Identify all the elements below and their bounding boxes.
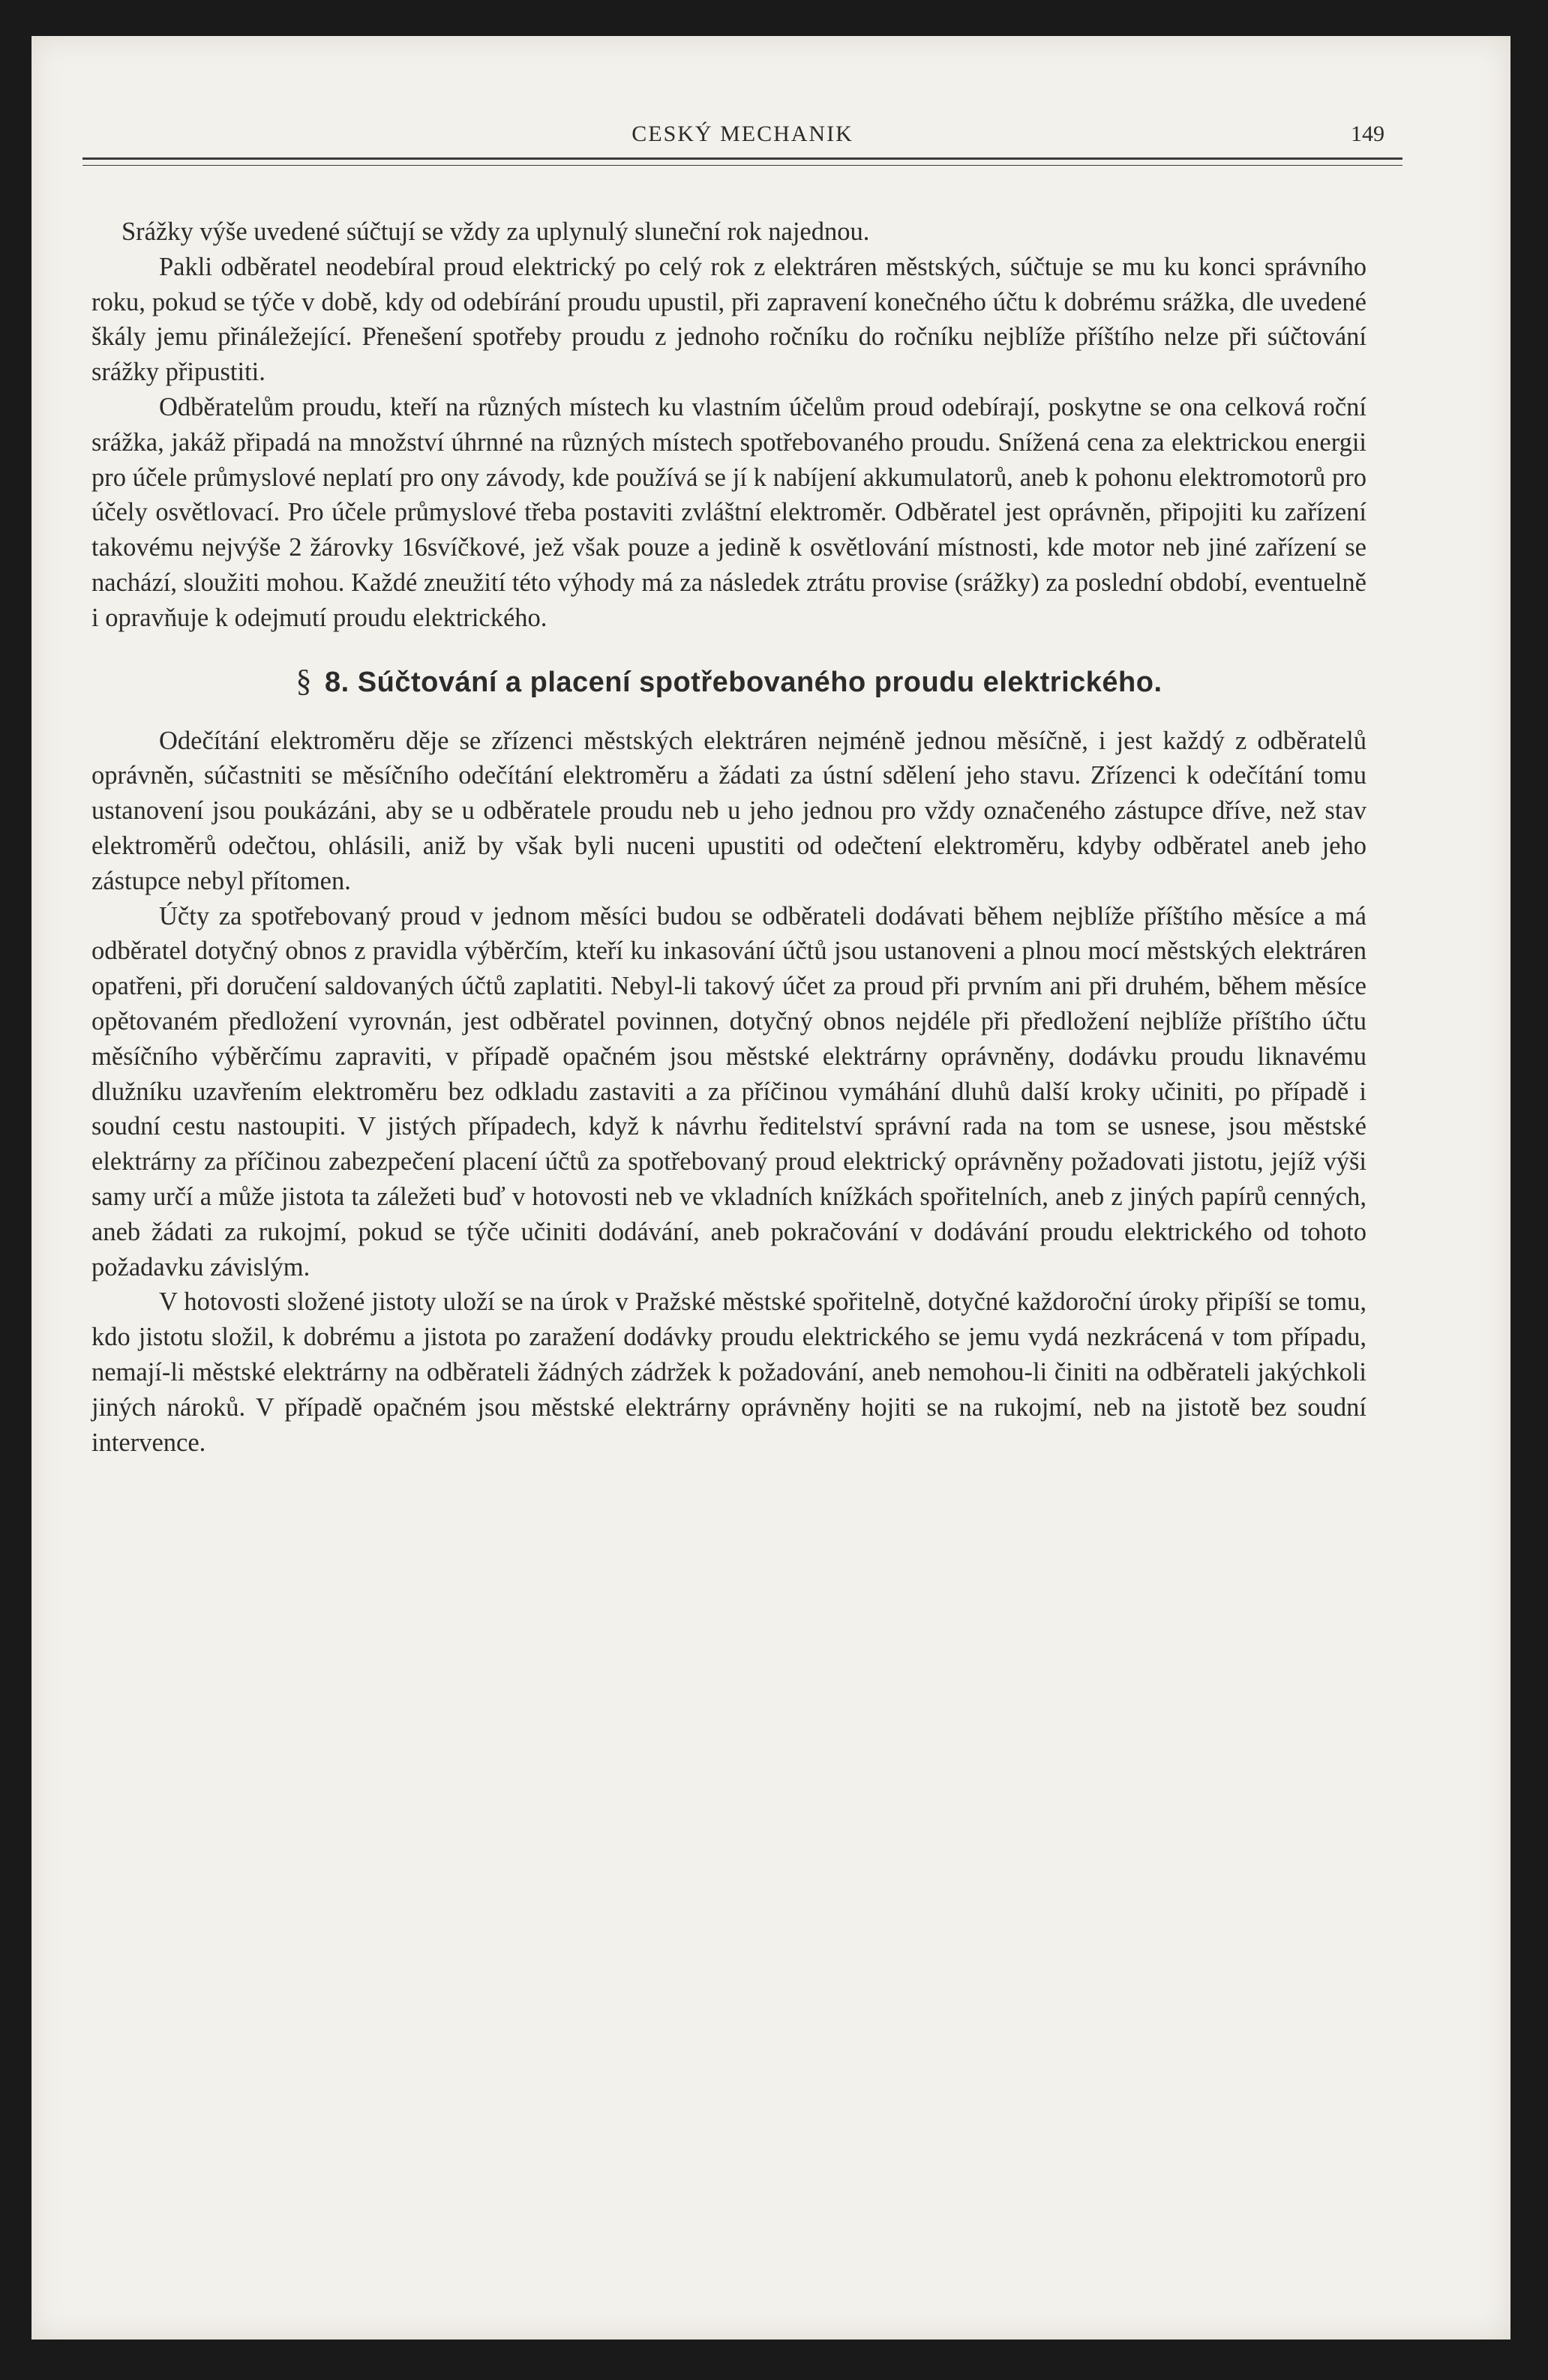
running-header [82, 114, 1402, 159]
paragraph: Srážky výše uvedené súčtují se vždy za uplynulý sluneční rok najednou. [122, 217, 870, 246]
header-rule-thin [82, 165, 1402, 166]
section-symbol: § [296, 664, 312, 699]
header-rule-thick [82, 157, 1402, 160]
page-number: 149 [1351, 121, 1384, 146]
paragraph: V hotovosti složené jistoty uloží se na úrok v Pražské městské spořitelně, dotyčné každoroční úroky připíší se tomu, kdo jistotu složil, k dobrému a jistota po zaražení dodávky proudu elektrického se jemu vydá nezkrácená v tom případu, nemají-li městské elektrárny na odběrateli žádných zádržek k požadování, aneb nemohou-li činiti na odběrateli jakýchkoli jiných nároků. V případě opačném jsou městské elektrárny oprávněny hojiti se na rukojmí, neb na jistotě bez soudní intervence. [92, 1287, 1366, 1457]
body-text [92, 214, 1366, 1460]
journal-title: CESKÝ MECHANIK [632, 121, 854, 146]
section-heading [92, 663, 1366, 701]
paragraph: Pakli odběratel neodebíral proud elektrický po celý rok z elektráren městských, súčtuje se mu ku konci správního roku, pokud se týče v době, kdy od odebírání proudu upustil, při zapravení konečného účtu k dobrému srážka, dle uvedené škály jemu přináležející. Přenešení spotřeby proudu z jednoho ročníku do ročníku nejblíže příštího nelze při súčtování srážky připustiti. [92, 252, 1366, 387]
paragraph: Účty za spotřebovaný proud v jednom měsíci budou se odběrateli dodávati během nejblíže příštího měsíce a má odběratel dotyčný obnos z pravidla výběrčím, kteří ku inkasování účtů jsou ustanoveni a plnou mocí městských elektráren opatřeni, při doručení saldovaných účtů zaplatiti. Nebyl-li takový účet za proud při prvním ani při druhém, během měsíce opětovaném předložení vyrovnán, jest odběratel povinnen, dotyčný obnos nejdéle při předložení nejblíže příštího účtu měsíčního výběrčímu zapraviti, v případě opačném jsou městské elektrárny oprávněny, dodávku proudu liknavému dlužníku uzavřením elektroměru bez odkladu zastaviti a za příčinou vymáhání dluhů další kroky učiniti, po případě i soudní cestu nastoupiti. V jistých případech, když k návrhu ředitelství správní rada na tom se usnese, jsou městské elektrárny za příčinou zabezpečení placení účtů za spotřebovaný proud elektrický oprávněny požadovati jistotu, jejíž výši samy určí a může jistota ta záležeti buď v hotovosti neb ve vkladních knížkách spořitelních, aneb z jiných papírů cenných, aneb žádati za rukojmí, pokud se týče učiniti dodávání, aneb pokračování v dodávání proudu elektrického od tohoto požadavku závislým. [92, 901, 1366, 1281]
paragraph: Odběratelům proudu, kteří na různých místech ku vlastním účelům proud odebírají, poskytne se ona celková roční srážka, jakáž připadá na množství úhrnné na různých místech spotřebovaného proudu. Snížená cena za elektrickou energii pro účele průmyslové neplatí pro ony závody, kde používá se jí k nabíjení akkumulatorů, aneb k pohonu elektromotorů pro účely osvětlovací. Pro účele průmyslové třeba postaviti zvláštní elektroměr. Odběratel jest oprávněn, připojiti ku zařízení takovému nejvýše 2 žárovky 16svíčkové, jež však pouze a jedině k osvětlování místnosti, kde motor neb jiné zařízení se nachází, sloužiti mohou. Každé zneužití této výhody má za následek ztrátu provise (srážky) za poslední období, eventuelně i opravňuje k odejmutí proudu elektrického. [92, 392, 1366, 632]
paragraph: Odečítání elektroměru děje se zřízenci městských elektráren nejméně jednou měsíčně, i jest každý z odběratelů oprávněn, súčastniti se měsíčního odečítání elektroměru a žádati za ústní sdělení jeho stavu. Zřízenci k odečítání tomu ustanovení jsou poukázáni, aby se u odběratele proudu neb u jeho jednou pro vždy označeného zástupce dříve, než stav elektroměrů odečtou, ohlásili, aniž by však byli nuceni upustiti od odečtení elektroměru, kdyby odběratel aneb jeho zástupce nebyl přítomen. [92, 726, 1366, 895]
section-number: 8. [325, 666, 350, 698]
section-title: Súčtování a placení spotřebovaného proudu elektrického. [357, 666, 1162, 698]
